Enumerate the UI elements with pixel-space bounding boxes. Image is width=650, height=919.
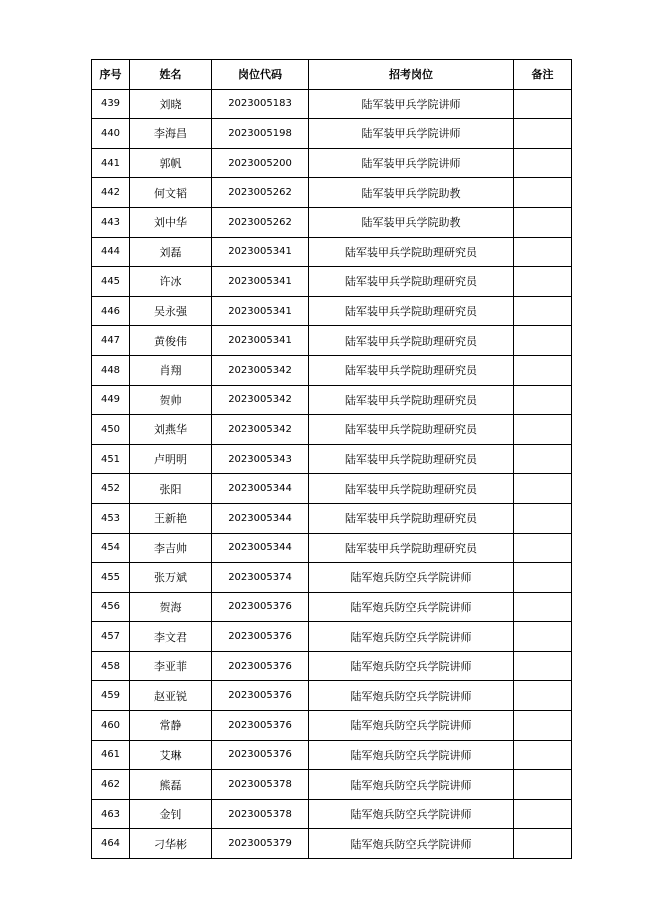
note-cell — [514, 681, 572, 711]
seq-cell: 441 — [92, 148, 130, 178]
post-cell: 陆军装甲兵学院讲师 — [309, 148, 514, 178]
name-cell: 刘中华 — [130, 207, 212, 237]
table-row — [92, 770, 572, 800]
code-cell: 2023005342 — [212, 355, 309, 385]
name-cell: 贺海 — [130, 592, 212, 622]
seq-cell: 453 — [92, 503, 130, 533]
post-cell: 陆军装甲兵学院助理研究员 — [309, 237, 514, 267]
name-cell: 艾琳 — [130, 740, 212, 770]
table-row — [92, 355, 572, 385]
post-cell: 陆军装甲兵学院助理研究员 — [309, 267, 514, 297]
seq-cell: 443 — [92, 207, 130, 237]
post-cell: 陆军炮兵防空兵学院讲师 — [309, 592, 514, 622]
name-cell: 常静 — [130, 711, 212, 741]
name-cell: 吴永强 — [130, 296, 212, 326]
code-cell: 2023005342 — [212, 415, 309, 445]
name-cell: 金钊 — [130, 799, 212, 829]
note-cell — [514, 711, 572, 741]
seq-cell: 459 — [92, 681, 130, 711]
note-cell — [514, 385, 572, 415]
code-cell: 2023005344 — [212, 533, 309, 563]
note-cell — [514, 770, 572, 800]
note-cell — [514, 533, 572, 563]
post-cell: 陆军炮兵防空兵学院讲师 — [309, 622, 514, 652]
table-row — [92, 563, 572, 593]
code-cell: 2023005374 — [212, 563, 309, 593]
candidate-table — [91, 59, 572, 859]
table-row — [92, 444, 572, 474]
header-note: 备注 — [514, 60, 572, 90]
seq-cell: 463 — [92, 799, 130, 829]
table-row — [92, 296, 572, 326]
seq-cell: 451 — [92, 444, 130, 474]
name-cell: 王新艳 — [130, 503, 212, 533]
post-cell: 陆军装甲兵学院助理研究员 — [309, 355, 514, 385]
table-row — [92, 237, 572, 267]
note-cell — [514, 651, 572, 681]
seq-cell: 450 — [92, 415, 130, 445]
seq-cell: 458 — [92, 651, 130, 681]
post-cell: 陆军装甲兵学院助理研究员 — [309, 415, 514, 445]
table-row — [92, 681, 572, 711]
note-cell — [514, 178, 572, 208]
note-cell — [514, 89, 572, 119]
post-cell: 陆军炮兵防空兵学院讲师 — [309, 770, 514, 800]
table-row — [92, 651, 572, 681]
post-cell: 陆军炮兵防空兵学院讲师 — [309, 563, 514, 593]
table-row — [92, 622, 572, 652]
table-header — [92, 60, 572, 90]
name-cell: 张阳 — [130, 474, 212, 504]
seq-cell: 455 — [92, 563, 130, 593]
table-row — [92, 503, 572, 533]
table-row — [92, 740, 572, 770]
post-cell: 陆军装甲兵学院助理研究员 — [309, 296, 514, 326]
code-cell: 2023005341 — [212, 326, 309, 356]
note-cell — [514, 207, 572, 237]
code-cell: 2023005378 — [212, 770, 309, 800]
post-cell: 陆军装甲兵学院助理研究员 — [309, 533, 514, 563]
name-cell: 李文君 — [130, 622, 212, 652]
name-cell: 郭帆 — [130, 148, 212, 178]
post-cell: 陆军装甲兵学院助理研究员 — [309, 444, 514, 474]
header-post: 招考岗位 — [309, 60, 514, 90]
table-row — [92, 533, 572, 563]
name-cell: 刘燕华 — [130, 415, 212, 445]
note-cell — [514, 267, 572, 297]
name-cell: 刁华彬 — [130, 829, 212, 859]
note-cell — [514, 829, 572, 859]
code-cell: 2023005344 — [212, 474, 309, 504]
name-cell: 贺帅 — [130, 385, 212, 415]
code-cell: 2023005341 — [212, 296, 309, 326]
seq-cell: 444 — [92, 237, 130, 267]
code-cell: 2023005378 — [212, 799, 309, 829]
name-cell: 许冰 — [130, 267, 212, 297]
code-cell: 2023005376 — [212, 592, 309, 622]
note-cell — [514, 148, 572, 178]
note-cell — [514, 563, 572, 593]
code-cell: 2023005376 — [212, 651, 309, 681]
table-row — [92, 415, 572, 445]
header-row — [92, 60, 572, 90]
table-row — [92, 326, 572, 356]
name-cell: 张万斌 — [130, 563, 212, 593]
seq-cell: 460 — [92, 711, 130, 741]
name-cell: 赵亚锐 — [130, 681, 212, 711]
note-cell — [514, 622, 572, 652]
seq-cell: 445 — [92, 267, 130, 297]
name-cell: 李吉帅 — [130, 533, 212, 563]
seq-cell: 464 — [92, 829, 130, 859]
post-cell: 陆军装甲兵学院讲师 — [309, 119, 514, 149]
note-cell — [514, 415, 572, 445]
post-cell: 陆军装甲兵学院助理研究员 — [309, 474, 514, 504]
seq-cell: 462 — [92, 770, 130, 800]
name-cell: 熊磊 — [130, 770, 212, 800]
code-cell: 2023005344 — [212, 503, 309, 533]
table-row — [92, 89, 572, 119]
table-row — [92, 148, 572, 178]
name-cell: 李海昌 — [130, 119, 212, 149]
table-row — [92, 385, 572, 415]
note-cell — [514, 503, 572, 533]
table-row — [92, 178, 572, 208]
code-cell: 2023005379 — [212, 829, 309, 859]
seq-cell: 447 — [92, 326, 130, 356]
note-cell — [514, 296, 572, 326]
post-cell: 陆军炮兵防空兵学院讲师 — [309, 651, 514, 681]
note-cell — [514, 592, 572, 622]
table-row — [92, 474, 572, 504]
seq-cell: 454 — [92, 533, 130, 563]
table-body — [92, 89, 572, 858]
name-cell: 李亚菲 — [130, 651, 212, 681]
seq-cell: 449 — [92, 385, 130, 415]
code-cell: 2023005262 — [212, 207, 309, 237]
seq-cell: 457 — [92, 622, 130, 652]
code-cell: 2023005198 — [212, 119, 309, 149]
table-row — [92, 267, 572, 297]
header-code: 岗位代码 — [212, 60, 309, 90]
post-cell: 陆军炮兵防空兵学院讲师 — [309, 711, 514, 741]
code-cell: 2023005183 — [212, 89, 309, 119]
note-cell — [514, 444, 572, 474]
name-cell: 刘磊 — [130, 237, 212, 267]
seq-cell: 461 — [92, 740, 130, 770]
name-cell: 肖翔 — [130, 355, 212, 385]
seq-cell: 440 — [92, 119, 130, 149]
post-cell: 陆军炮兵防空兵学院讲师 — [309, 740, 514, 770]
note-cell — [514, 119, 572, 149]
post-cell: 陆军装甲兵学院助理研究员 — [309, 385, 514, 415]
name-cell: 黄俊伟 — [130, 326, 212, 356]
code-cell: 2023005376 — [212, 622, 309, 652]
seq-cell: 448 — [92, 355, 130, 385]
code-cell: 2023005376 — [212, 681, 309, 711]
post-cell: 陆军炮兵防空兵学院讲师 — [309, 681, 514, 711]
code-cell: 2023005262 — [212, 178, 309, 208]
seq-cell: 439 — [92, 89, 130, 119]
table-row — [92, 829, 572, 859]
table-row — [92, 711, 572, 741]
post-cell: 陆军装甲兵学院助教 — [309, 207, 514, 237]
post-cell: 陆军炮兵防空兵学院讲师 — [309, 799, 514, 829]
post-cell: 陆军炮兵防空兵学院讲师 — [309, 829, 514, 859]
table-row — [92, 207, 572, 237]
name-cell: 刘晓 — [130, 89, 212, 119]
code-cell: 2023005376 — [212, 740, 309, 770]
header-seq: 序号 — [92, 60, 130, 90]
note-cell — [514, 355, 572, 385]
code-cell: 2023005341 — [212, 267, 309, 297]
table-row — [92, 799, 572, 829]
code-cell: 2023005343 — [212, 444, 309, 474]
note-cell — [514, 237, 572, 267]
note-cell — [514, 326, 572, 356]
post-cell: 陆军装甲兵学院助理研究员 — [309, 503, 514, 533]
code-cell: 2023005376 — [212, 711, 309, 741]
seq-cell: 452 — [92, 474, 130, 504]
post-cell: 陆军装甲兵学院助教 — [309, 178, 514, 208]
table-row — [92, 592, 572, 622]
code-cell: 2023005200 — [212, 148, 309, 178]
note-cell — [514, 799, 572, 829]
seq-cell: 456 — [92, 592, 130, 622]
code-cell: 2023005341 — [212, 237, 309, 267]
name-cell: 卢明明 — [130, 444, 212, 474]
note-cell — [514, 740, 572, 770]
post-cell: 陆军装甲兵学院讲师 — [309, 89, 514, 119]
code-cell: 2023005342 — [212, 385, 309, 415]
seq-cell: 446 — [92, 296, 130, 326]
table-row — [92, 119, 572, 149]
seq-cell: 442 — [92, 178, 130, 208]
header-name: 姓名 — [130, 60, 212, 90]
name-cell: 何文韬 — [130, 178, 212, 208]
note-cell — [514, 474, 572, 504]
post-cell: 陆军装甲兵学院助理研究员 — [309, 326, 514, 356]
